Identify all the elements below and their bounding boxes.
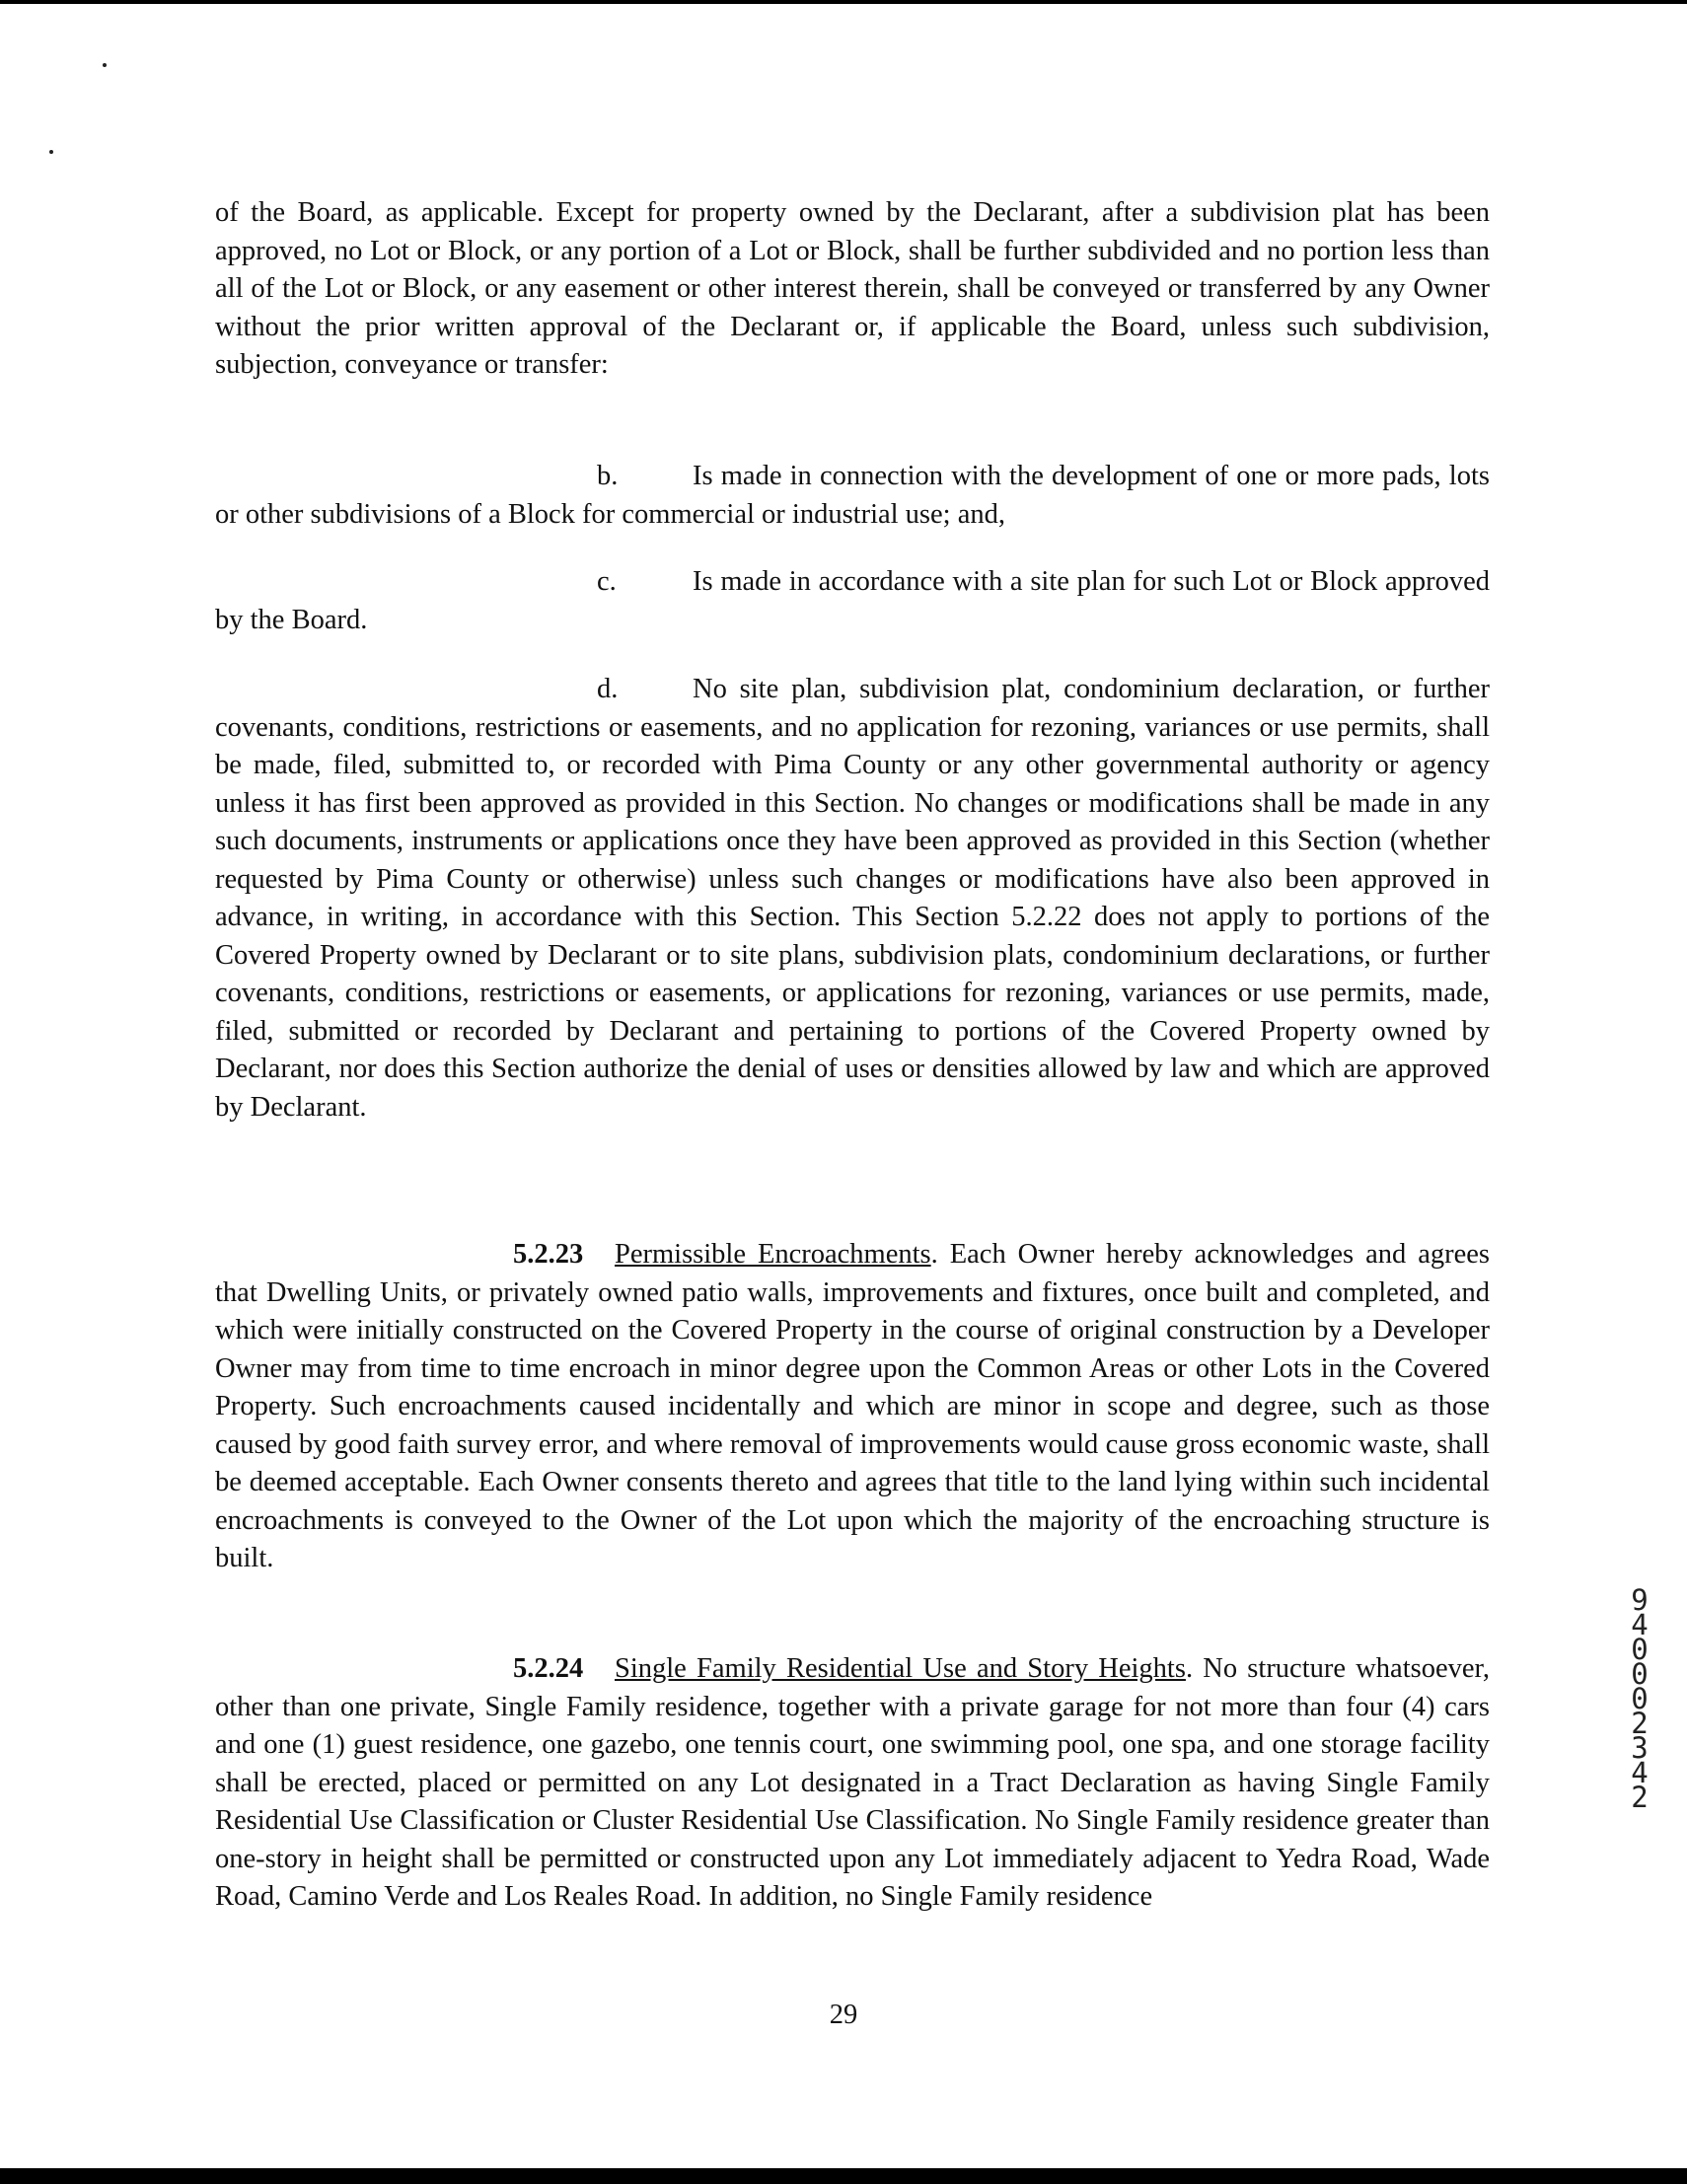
section-heading: Permissible Encroachments <box>615 1239 931 1270</box>
list-item-c <box>215 563 1490 639</box>
recording-stamp: 94000 2342 <box>1631 1583 1649 1814</box>
scan-speck <box>49 150 53 154</box>
section-text: . Each Owner hereby acknowledges and agrees that Dwelling Units, or privately owned patio walls, improvements and fixtures, once built and completed, and which were initially constructed on the Covered Property in the course of original construction by a Developer Owner may from time to time encroach in minor degree upon the Common Areas or other Lots in the Covered Property. Such encroachments caused incidentally and which are minor in scope and degree, such as those caused by good faith survey error, and where removal of improvements would cause gross economic waste, shall be deemed acceptable. Each Owner consents thereto and agrees that title to the land lying within such incidental encroachments is conveyed to the Owner of the Lot upon which the majority of the encroaching structure is built. <box>215 1239 1490 1573</box>
section-5-2-24 <box>215 1650 1490 1917</box>
page-number: 29 <box>829 2000 858 2030</box>
item-marker: d. <box>597 674 619 704</box>
section-number: 5.2.23 <box>513 1239 584 1270</box>
item-text: Is made in connection with the development of one or more pads, lots or other subdivisions of a Block for commercial or industrial use; and, <box>215 461 1490 530</box>
list-item-b <box>215 458 1490 534</box>
section-number: 5.2.24 <box>513 1653 584 1684</box>
section-5-2-23 <box>215 1236 1490 1578</box>
scan-speck <box>103 63 107 67</box>
item-marker: c. <box>597 566 617 597</box>
item-text: No site plan, subdivision plat, condominium declaration, or further covenants, conditions, restrictions or easements, and no application for rezoning, variances or use permits, shall be made, filed, submitted to, or recorded with Pima County or any other governmental authority or agency unless it has first been approved as provided in this Section. No changes or modifications shall be made in any such documents, instruments or applications once they have been approved as provided in this Section (whether requested by Pima County or otherwise) unless such changes or modifications have also been approved in advance, in writing, in accordance with this Section. This Section 5.2.22 does not apply to portions of the Covered Property owned by Declarant or to site plans, subdivision plats, condominium declarations, or further covenants, conditions, restrictions or easements, or applications for rezoning, variances or use permits, made, filed, submitted or recorded by Declarant and pertaining to portions of the Covered Property owned by Declarant, nor does this Section authorize the denial of uses or densities allowed by law and which are approved by Declarant. <box>215 674 1490 1123</box>
scan-bottom-edge <box>0 2168 1687 2184</box>
list-item-d <box>215 671 1490 1127</box>
scan-top-edge <box>0 0 1687 4</box>
item-text: Is made in accordance with a site plan for such Lot or Block approved by the Board. <box>215 566 1490 635</box>
item-marker: b. <box>597 461 619 491</box>
section-text: . No structure whatsoever, other than one private, Single Family residence, together with a private garage for not more than four (4) cars and one (1) guest residence, one gazebo, one tennis court, one swimming pool, one spa, and one storage facility shall be erected, placed or permitted on any Lot designated in a Tract Declaration as having Single Family Residential Use Classification or Cluster Residential Use Classification. No Single Family residence greater than one-story in height shall be permitted or constructed upon any Lot immediately adjacent to Yedra Road, Wade Road, Camino Verde and Los Reales Road. In addition, no Single Family residence <box>215 1653 1490 1912</box>
section-heading: Single Family Residential Use and Story Heights <box>615 1653 1186 1684</box>
paragraph-continuation: of the Board, as applicable. Except for property owned by the Declarant, after a subdivision plat has been approved, no Lot or Block, or any portion of a Lot or Block, shall be further subdivided and no portion less than all of the Lot or Block, or any easement or other interest therein, shall be conveyed or transferred by any Owner without the prior written approval of the Declarant or, if applicable the Board, unless such subdivision, subjection, conveyance or transfer: <box>215 197 1490 380</box>
